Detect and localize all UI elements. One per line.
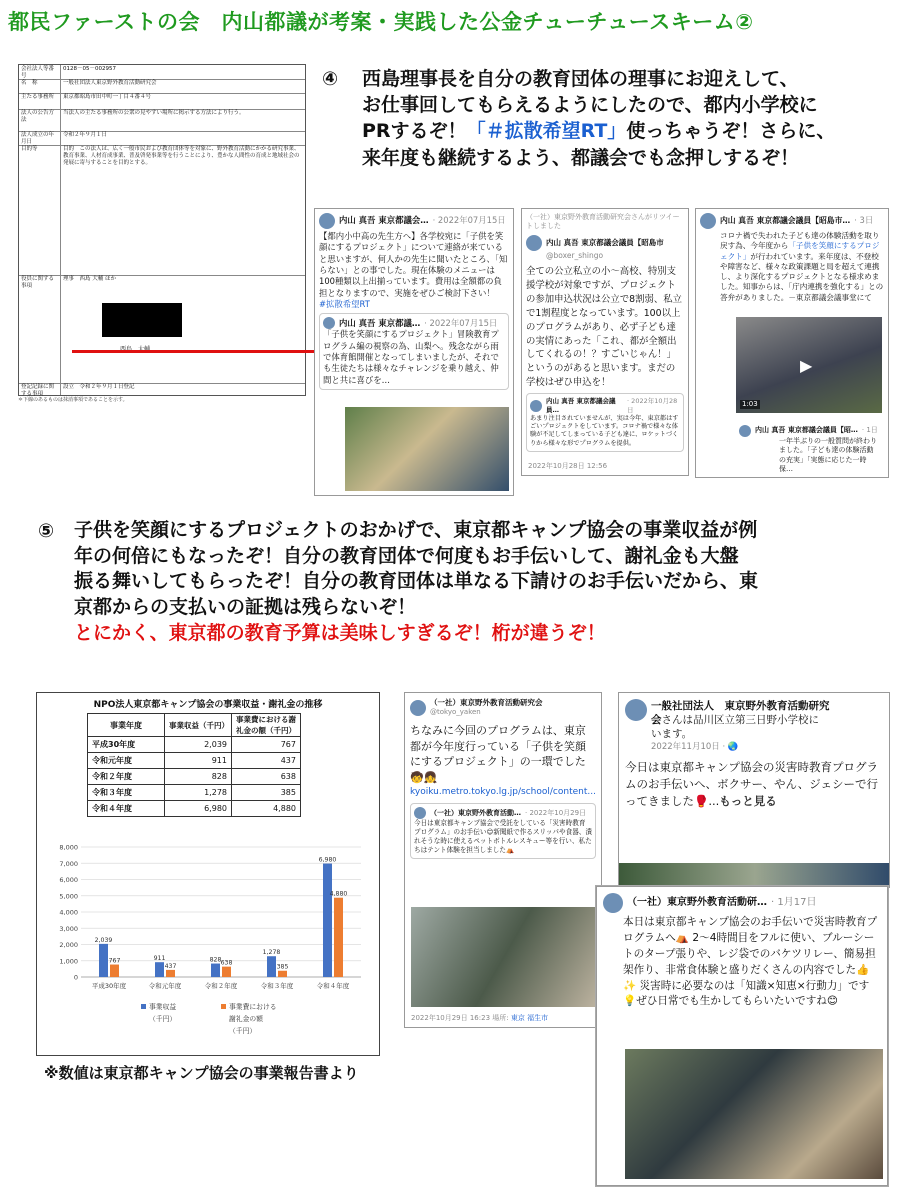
registry-row (19, 79, 305, 94)
section4-line: 西島理事長を自分の教育団体の理事にお迎えして、 (362, 68, 799, 90)
avatar (319, 213, 335, 229)
registry-row (19, 145, 305, 276)
quoted-tweet[interactable] (526, 393, 684, 452)
avatar (323, 317, 335, 329)
section5-text (74, 518, 892, 646)
registry-label: 名 称 (19, 79, 61, 93)
tweet-body: 【都内小中高の先生方へ】各学校宛に「子供を笑顔にするプロジェクト」について連絡が来ていると思いますが、何人かの先生に聞いたところ、「知らない」との事でした。現在体験のメニューは100種類以上出揃っています。費用は全額都の負担となりますので、実施をぜひご検討下さい！ (319, 231, 508, 298)
highlight-underline (72, 350, 316, 353)
y-tick-label: 7,000 (59, 859, 78, 868)
hashtag-highlight: 「＃拡散希望RT」 (466, 120, 627, 143)
data-label: 828 (209, 956, 222, 964)
data-label: 638 (220, 959, 233, 967)
bar (222, 967, 231, 977)
tweet-header (526, 235, 684, 251)
quote-author: 内山 真吾 東京都議会議員【昭… (755, 426, 858, 435)
quote-body: 一年半ぶりの一般質問が終わりました。「子ども達の体験活動の充実」「実態に応じた一時保… (779, 437, 877, 474)
avatar (526, 235, 542, 251)
tweet-author: （一社）東京野外教育活動研究会 (430, 698, 543, 707)
tweet-body: 本日は東京都キャンプ協会のお手伝いで災害時教育プログラムへ⛺ 2〜4時間目をフルに使い、ブルーシートのタープ張りや、レジ袋でのバケツリレー、簡易担架作り、非常食体験と盛りだくさんの内容でした👍✨ 災害時に必要なのは「知識×知恵×行動力」です💡ぜひ日常でも生かしてもらいたいですね😊 (623, 916, 878, 1008)
data-label: 911 (153, 955, 166, 963)
data-label: 2,039 (94, 936, 113, 944)
quote-author: 内山 真吾 東京都議… (339, 317, 421, 328)
registry-label: 目的等 (19, 145, 61, 275)
bar (278, 971, 287, 977)
section4-line3-prefix: PRするぞ！ (362, 120, 467, 143)
registry-label: 法人成立の年月日 (19, 131, 61, 145)
bar (110, 965, 119, 977)
tweet-card[interactable] (404, 692, 602, 1028)
quoted-tweet[interactable] (319, 313, 509, 390)
tweet-timestamp: 2022年10月28日 12:56 (528, 461, 608, 470)
quote-author: 内山 真吾 東京都議会議員… (546, 397, 616, 414)
section4-line: 来年度も継続するよう、都議会でも念押しするぞ！ (362, 146, 800, 169)
post-date: 2022年11月10日 · 🌏 (651, 741, 739, 752)
legend-label: 事業費における (229, 1003, 277, 1011)
registry-value: 東京都昭島市田中町一丁目４番４号 (63, 94, 152, 100)
bar (166, 970, 175, 977)
registry-value: 当法人の主たる事務所の公衆の見やすい場所に掲示する方法により行う。 (63, 110, 245, 116)
tweet-header (410, 698, 596, 718)
facebook-post[interactable] (618, 692, 890, 888)
table-cell: 4,880 (232, 801, 301, 817)
table-header: 事業年度 (88, 714, 165, 737)
registry-row (19, 383, 305, 395)
table-row (88, 737, 301, 753)
data-label: 767 (108, 957, 121, 965)
section5-number: ⑤ (38, 520, 55, 542)
legend-label: 謝礼金の額 (229, 1015, 263, 1023)
tweet-handle: @boxer_shingo (546, 250, 604, 260)
table-header: 事業収益（千円） (165, 714, 232, 737)
y-tick-label: 6,000 (59, 876, 78, 884)
registry-row (19, 65, 305, 80)
post-header (625, 699, 883, 753)
table-cell: 385 (232, 785, 301, 801)
section4-line (362, 118, 896, 144)
data-label: 1,278 (262, 949, 281, 957)
bar (211, 964, 220, 977)
table-header: 事業費における謝礼金の額（千円） (232, 714, 301, 737)
section5-line: 振る舞いしてもらったぞ！自分の教育団体は単なる下請けのお手伝いだから、東 (74, 570, 759, 593)
y-tick-label: 2,000 (59, 941, 78, 949)
tweet-date: · 1月17日 (771, 897, 817, 909)
table-cell: 828 (165, 769, 232, 785)
page-title: 都民ファーストの会 内山都議が考案・実践した公金チューチュースキーム② (8, 10, 754, 34)
section5-line: 年の何倍にもなったぞ！自分の教育団体で何度もお手伝いして、謝礼金も大盤 (74, 544, 739, 567)
tweet-card[interactable] (521, 208, 689, 476)
registry-value: 設立 令和２年９月１日登記 (63, 384, 135, 390)
bar (323, 864, 332, 977)
legend-label: （千円） (229, 1027, 257, 1035)
quote-header (530, 397, 680, 415)
table-row (88, 753, 301, 769)
revenue-table (87, 713, 301, 817)
source-note: ※数値は東京都キャンプ協会の事業報告書より (44, 1064, 359, 1082)
quote-body: 「子供を笑顔にするプロジェクト」冒険教育プログラム編の視察の為、山梨へ。残念ながら雨で体育館開催となってしまいましたが、それでも生徒たちは様々なチャレンジを乗り越え、仲間と共に喜びを… (323, 329, 499, 385)
table-row (88, 801, 301, 817)
tweet-body: ちなみに今回のプログラムは、東京都が今年度行っている「子供を笑顔にするプロジェクト」の一環でした🧒👧 (410, 723, 586, 785)
tweet-photo[interactable] (625, 1049, 883, 1179)
registry-label: 登記記録に関する事項 (19, 383, 61, 395)
tweet-author: 内山 真吾 東京都議会議員【昭島市 (546, 237, 664, 247)
table-title: NPO法人東京都キャンプ協会の事業収益・謝礼金の推移 (93, 700, 323, 710)
registry-value: 一般社団法人東京野外教育活動研究会 (63, 80, 157, 86)
y-tick-label: 0 (73, 973, 78, 982)
x-tick-label: 令和４年度 (316, 982, 350, 990)
location-link[interactable]: 東京 福生市 (510, 1013, 549, 1022)
tweet-header (700, 213, 884, 229)
hashtag-link[interactable]: #拡散希望RT (319, 299, 370, 310)
y-tick-label: 4,000 (59, 908, 78, 917)
quoted-tweet[interactable] (736, 422, 882, 478)
project-link[interactable]: 「子供を笑顔にするプロジェクト」 (720, 241, 880, 261)
tweet-photo[interactable] (345, 407, 509, 491)
tweet-card[interactable] (314, 208, 514, 496)
registry-label: 役員に関する事項 (19, 275, 61, 383)
bar (334, 898, 343, 977)
bar (267, 956, 276, 977)
legend-swatch (221, 1004, 226, 1009)
registry-row (19, 93, 305, 110)
table-cell: 平成30年度 (88, 737, 165, 753)
registry-row (19, 109, 305, 132)
data-label: 437 (164, 962, 177, 970)
post-location: さんは品川区立第三日野小学校に (661, 714, 819, 727)
registry-footnote: ＊下線のあるものは抹消事項であることを示す。 (18, 397, 128, 403)
section4-line3-suffix: 使っちゃうぞ！さらに、 (626, 120, 836, 143)
quote-date: · 2022年10月28日 (627, 397, 678, 414)
avatar (625, 699, 647, 721)
table-cell: 767 (232, 737, 301, 753)
registry-row (19, 131, 305, 146)
post-author: 一般社団法人 東京野外教育活動研究 (651, 700, 830, 712)
tweet-photo[interactable] (411, 907, 597, 1007)
retweet-label: （一社）東京野外教育活動研究会さんがリツイートしました (526, 213, 680, 231)
bar (155, 962, 164, 977)
avatar (603, 893, 623, 913)
quote-header (323, 317, 505, 329)
y-tick-label: 1,000 (59, 957, 78, 966)
registry-label: 主たる事務所 (19, 93, 61, 109)
avatar (700, 213, 716, 229)
section4-line: お仕事回してもらえるようにしたので、都内小学校に (362, 94, 818, 117)
tweet-body-post: が行われています。来年度は、不登校や障害など、様々な政策課題と局を超えて連携し、より深化するプロジェクトとなる様求めました。知事からは、「庁内連携を強化する」との答弁がありました。－東京都議会議事堂にて (720, 251, 884, 302)
registry-value: 目的 この法人は、広く一般市民および教育団体等を対象に、野外教育活動にかかる研究事業、教育事業、人材育成事業、普及啓発事業等を行うことにより、豊かな人間性の育成と地域社会の発展に寄与することを目的とする。 (63, 146, 300, 166)
legend-label: （千円） (149, 1015, 177, 1023)
table-cell: 1,278 (165, 785, 232, 801)
quote-body: あまり注目されていませんが、実は今年、東京都はすごいプロジェクトをしています。コロナ禍で様々な体験が不足してしまっている子ども達に、ロケットづくりから様々な形でプログラムを提供。 (530, 414, 679, 447)
data-label: 385 (276, 963, 289, 971)
post-body-text: 今日は東京都キャンプ協会の災害時教育プログラムのお手伝いへ、ボクサー、やん、ジェシーで行ってきました🥊... (625, 759, 878, 809)
quote-body: 今日は東京都キャンプ協会で受託をしている「災害時教育プログラム」のお手伝い😊新聞紙で作るスリッパや食器、潰れそうな時に使えるペットボトルレスキュー等を行い、私たちはテント体験を担当しました⛺ (414, 819, 592, 855)
x-tick-label: 令和元年度 (148, 982, 182, 990)
y-tick-label: 8,000 (59, 843, 78, 852)
table-row (88, 769, 301, 785)
table-cell: 令和２年度 (88, 769, 165, 785)
table-cell: 911 (165, 753, 232, 769)
quote-date: · 2022年07月15日 (424, 317, 498, 328)
tweet-card[interactable] (695, 208, 889, 478)
tweet-author: 内山 真吾 東京都議会議員【昭島市… (720, 215, 851, 225)
post-author-cont: 会 (651, 714, 662, 727)
quote-date: · 1日 (861, 426, 878, 435)
tweet-body: 全ての公立私立の小～高校、特別支援学校が対象ですが、プロジェクトの参加申込状況は公立で8割弱、私立で1割程度となっています。100以上のプログラムがあり、必ず子ども達の実情にあった「これ、都が全額出してくれるの！？すごいじゃん！」というのがあると思います。まだの学校はぜひ申込を！ (526, 266, 682, 389)
section4-text (362, 66, 896, 171)
avatar (414, 807, 426, 819)
post-location-cont: います。 (651, 728, 693, 741)
revenue-panel (36, 692, 380, 1056)
video-duration: 1:03 (742, 399, 758, 408)
table-cell: 令和元年度 (88, 753, 165, 769)
data-label: 4,880 (329, 890, 348, 898)
x-tick-label: 平成30年度 (91, 982, 127, 990)
section4-number: ④ (322, 68, 339, 90)
registry-value: 理事 西島 大輔 ほか (63, 276, 116, 282)
tweet-author: 内山 真吾 東京都議会… (339, 215, 429, 226)
tweet-link[interactable]: kyoiku.metro.tokyo.lg.jp/school/content... (410, 787, 596, 798)
table-cell: 638 (232, 769, 301, 785)
tweet-header (319, 213, 509, 229)
quote-date: · 2022年10月29日 (525, 808, 587, 817)
tweet-date: · 2022年07月15日 (432, 215, 506, 226)
tweet-body (700, 231, 884, 303)
bar (99, 944, 108, 977)
legend-label: 事業収益 (149, 1003, 177, 1011)
post-body (625, 759, 883, 811)
quote-header (739, 425, 879, 437)
post-photo[interactable] (619, 863, 890, 888)
tweet-body-pre: コロナ禍で失われた子ども達の体験活動を取り戻す為、今年度から (720, 231, 880, 251)
y-tick-label: 3,000 (59, 924, 78, 933)
table-cell: 令和４年度 (88, 801, 165, 817)
registry-value: 令和２年９月１日 (63, 132, 108, 138)
quote-author: （一社）東京野外教育活動… (430, 808, 521, 817)
table-row (88, 785, 301, 801)
quoted-tweet[interactable] (410, 803, 596, 859)
y-tick-label: 5,000 (59, 892, 78, 901)
registry-label: 会社法人等番号 (19, 65, 61, 79)
registry-label: 法人の公告方法 (19, 109, 61, 131)
avatar (410, 700, 426, 716)
table-cell: 2,039 (165, 737, 232, 753)
tweet-date: · 3日 (854, 215, 874, 226)
legend-swatch (141, 1004, 146, 1009)
tweet-author: （一社）東京野外教育活動研… (627, 897, 767, 909)
section5-red-line: とにかく、東京都の教育予算は美味しすぎるぞ！桁が違うぞ！ (74, 621, 606, 644)
see-more-link[interactable]: もっと見る (719, 794, 777, 809)
quote-header (414, 807, 592, 819)
tweet-card[interactable] (596, 886, 888, 1186)
tweet-header (603, 893, 881, 913)
table-cell: 6,980 (165, 801, 232, 817)
data-label: 6,980 (318, 856, 337, 864)
table-cell: 令和３年度 (88, 785, 165, 801)
section5-line: 京都からの支払いの証拠は残らないぞ！ (74, 595, 417, 618)
play-icon[interactable]: ▶ (800, 356, 813, 375)
redaction-block (102, 303, 182, 337)
table-cell: 437 (232, 753, 301, 769)
tweet-timestamp (411, 1014, 548, 1023)
avatar (739, 425, 751, 437)
table-header-row (88, 714, 301, 737)
registry-document (18, 64, 306, 396)
avatar (530, 400, 542, 412)
x-tick-label: 令和３年度 (260, 982, 294, 990)
video-thumbnail[interactable] (736, 317, 882, 413)
x-tick-label: 令和２年度 (204, 982, 238, 990)
section5-line: 子供を笑顔にするプロジェクトのおかげで、東京都キャンプ協会の事業収益が例 (74, 519, 758, 541)
registry-value: 0128－05－002957 (63, 66, 116, 72)
revenue-bar-chart (45, 841, 371, 1049)
timestamp-text: 2022年10月29日 16:23 場所: (411, 1013, 511, 1022)
tweet-handle: @tokyo_yaken (430, 708, 481, 717)
